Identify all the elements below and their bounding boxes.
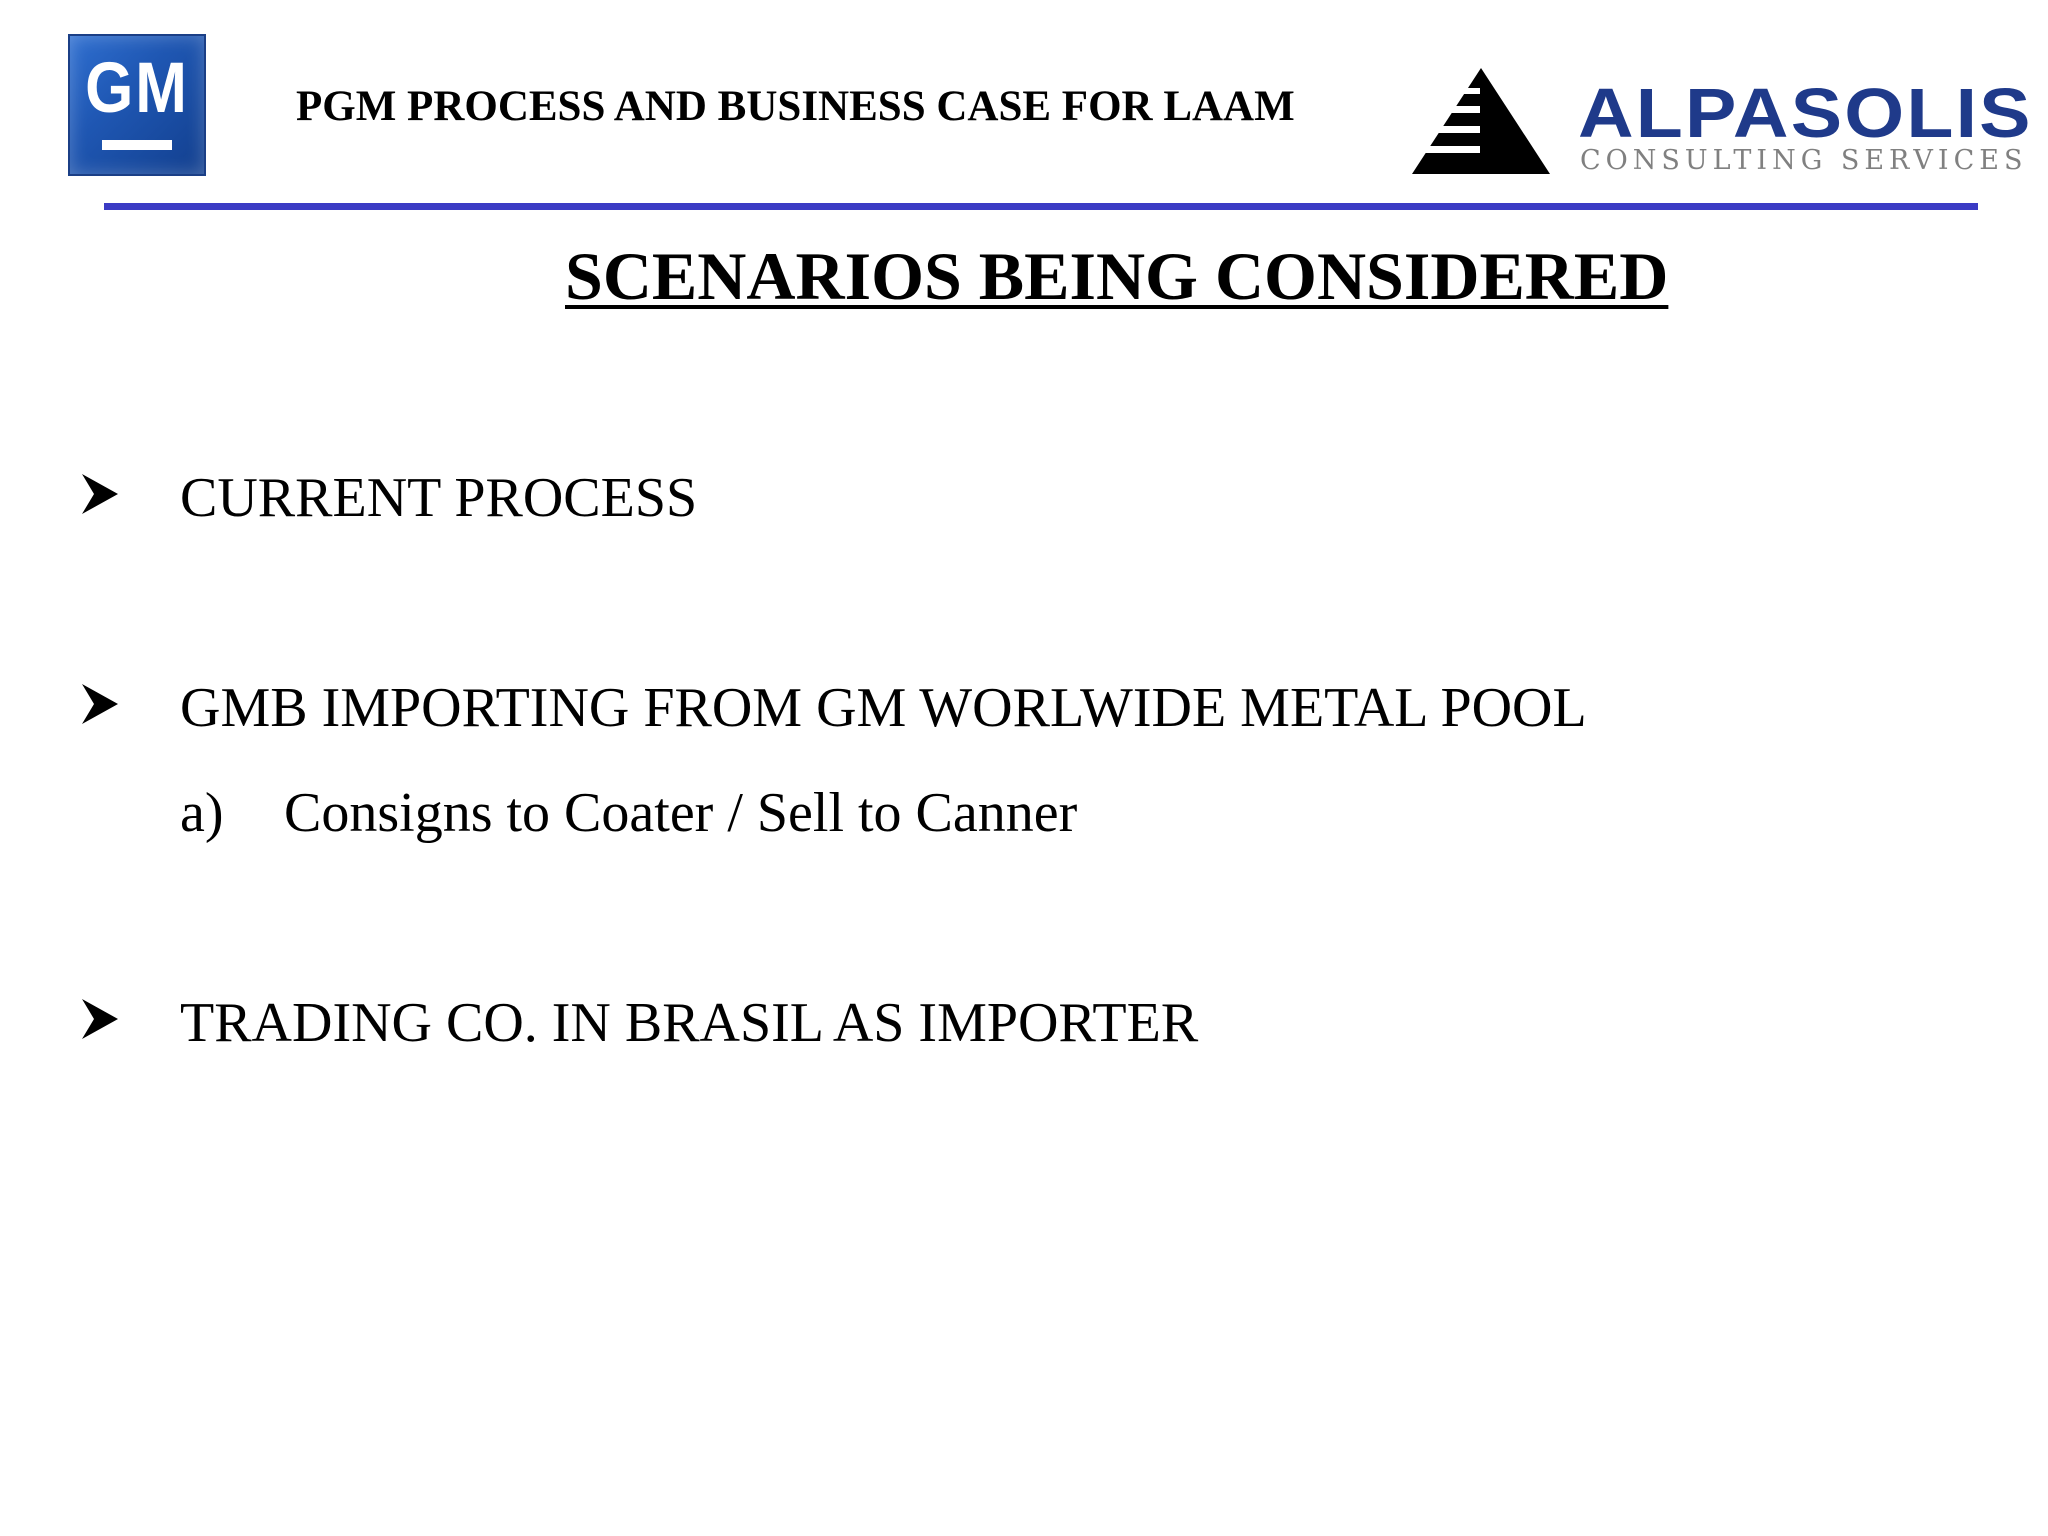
bullet-text: CURRENT PROCESS xyxy=(180,467,698,529)
bullet-item xyxy=(0,676,2048,746)
alpasolis-pyramid-icon xyxy=(1410,66,1552,176)
gm-logo xyxy=(68,34,206,176)
header-divider xyxy=(104,203,1978,210)
sub-bullet-marker: a) xyxy=(180,782,224,844)
sub-bullet-item xyxy=(0,781,2048,851)
bullet-item xyxy=(0,466,2048,536)
alpasolis-logo-name: ALPASOLIS xyxy=(1578,74,2033,152)
header-title: PGM PROCESS AND BUSINESS CASE FOR LAAM xyxy=(296,83,1295,130)
arrowhead-bullet-icon xyxy=(80,472,120,516)
arrowhead-bullet-icon xyxy=(80,682,120,726)
gm-logo-text: GM xyxy=(85,48,189,129)
gm-logo-underline xyxy=(102,140,172,150)
arrowhead-bullet-icon xyxy=(80,997,120,1041)
bullet-item xyxy=(0,991,2048,1061)
sub-bullet-text: Consigns to Coater / Sell to Canner xyxy=(284,782,1078,844)
bullet-text: TRADING CO. IN BRASIL AS IMPORTER xyxy=(180,992,1199,1054)
slide-title: SCENARIOS BEING CONSIDERED xyxy=(565,238,1669,314)
bullet-text: GMB IMPORTING FROM GM WORLWIDE METAL POOL xyxy=(180,677,1587,739)
alpasolis-logo-tagline: CONSULTING SERVICES xyxy=(1580,145,2028,176)
